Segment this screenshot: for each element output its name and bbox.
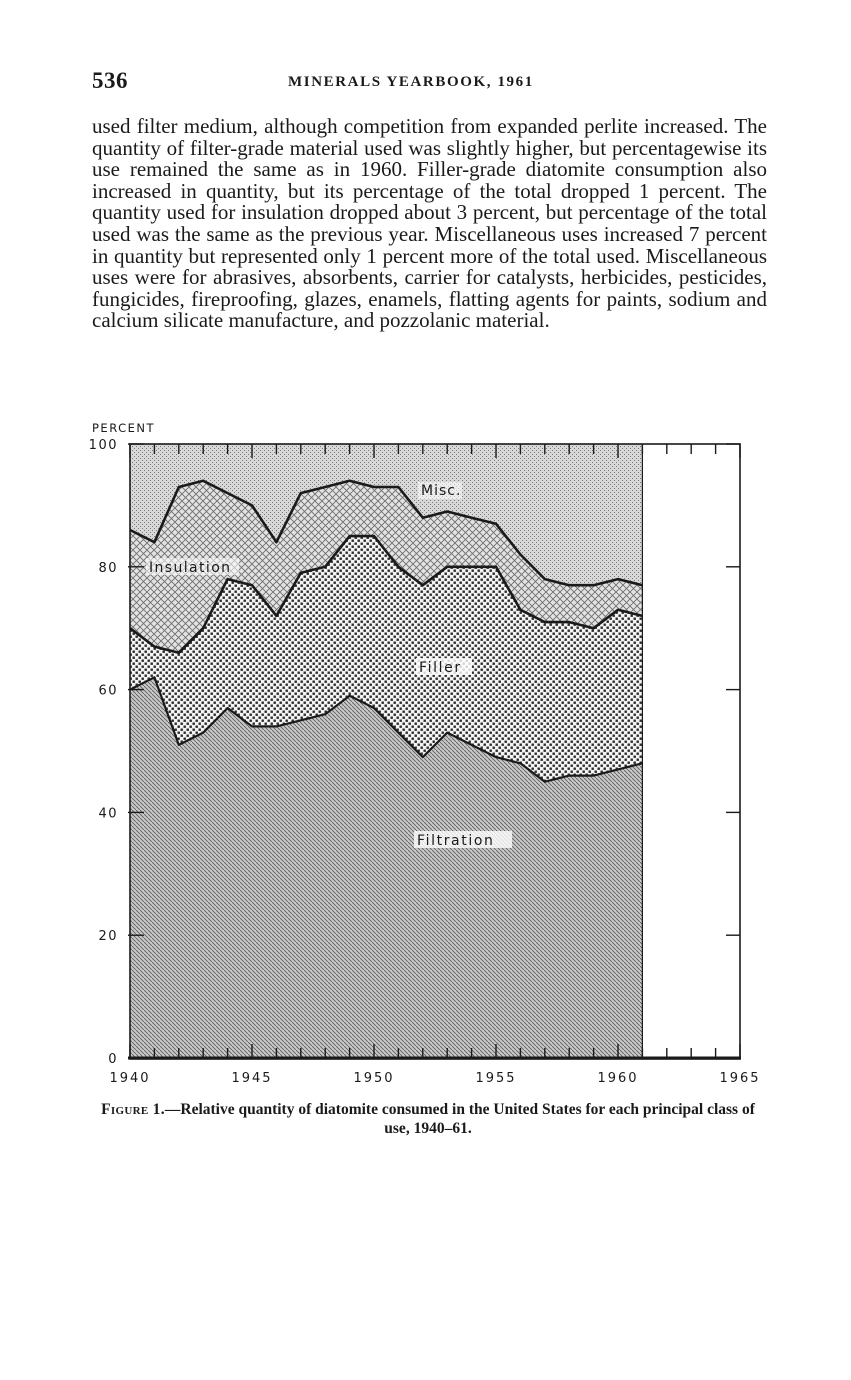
body-paragraph: used filter medium, although competition from expanded perlite increased. The quantity of filter-grade material used was slightly higher, but percentagewise its use remained the same as in 1960. Filler-grade diatomite consumption also increased in quantity, but its percentage of the total dropped 1 percent. The quantity used for insulation dropped about 3 percent, but percentage of the total used was the same as the previous year. Miscellaneous uses increased 7 percent in quantity but represented only 1 percent more of the total used. Miscellaneous uses were for abrasives, absorbents, carrier for catalysts, herbicides, pesticides, fungicides, fireproofing, glazes, enamels, flatting agents for paints, sodium and calcium silicate manufacture, and pozzolanic material. xyxy=(92,114,767,333)
page-number: 536 xyxy=(92,68,128,93)
y-axis-label: PERCENT xyxy=(92,421,156,435)
x-tick-label-1945: 1945 xyxy=(231,1071,273,1086)
x-tick-label-1950: 1950 xyxy=(353,1071,395,1086)
y-tick-label-100: 100 xyxy=(88,438,118,453)
y-tick-label-80: 80 xyxy=(98,560,118,576)
x-tick-label-1955: 1955 xyxy=(475,1071,517,1086)
area-chart xyxy=(0,410,851,1100)
area-layers xyxy=(130,444,642,1058)
x-tick-label-1940: 1940 xyxy=(109,1071,151,1086)
x-tick-label-1960: 1960 xyxy=(597,1071,639,1086)
figure-label: Figure 1. xyxy=(101,1101,165,1118)
series-label-filtration: Filtration xyxy=(417,833,495,849)
caption-text: —Relative quantity of diatomite consumed in the United States for each principal class of use, 1940–61. xyxy=(164,1101,755,1137)
y-tick-label-0: 0 xyxy=(108,1052,118,1067)
running-head: MINERALS YEARBOOK, 1961 xyxy=(288,74,534,90)
y-tick-label-40: 40 xyxy=(98,806,118,822)
y-tick-label-60: 60 xyxy=(98,683,118,699)
y-tick-label-20: 20 xyxy=(98,929,118,945)
x-axis-ticks xyxy=(109,1071,760,1086)
figure xyxy=(0,410,851,1100)
series-label-insulation: Insulation xyxy=(149,560,232,576)
figure-caption xyxy=(92,1100,764,1138)
series-label-misc: Misc. xyxy=(421,483,462,499)
series-label-filler: Filler xyxy=(419,660,462,676)
x-tick-label-1965: 1965 xyxy=(719,1071,761,1086)
